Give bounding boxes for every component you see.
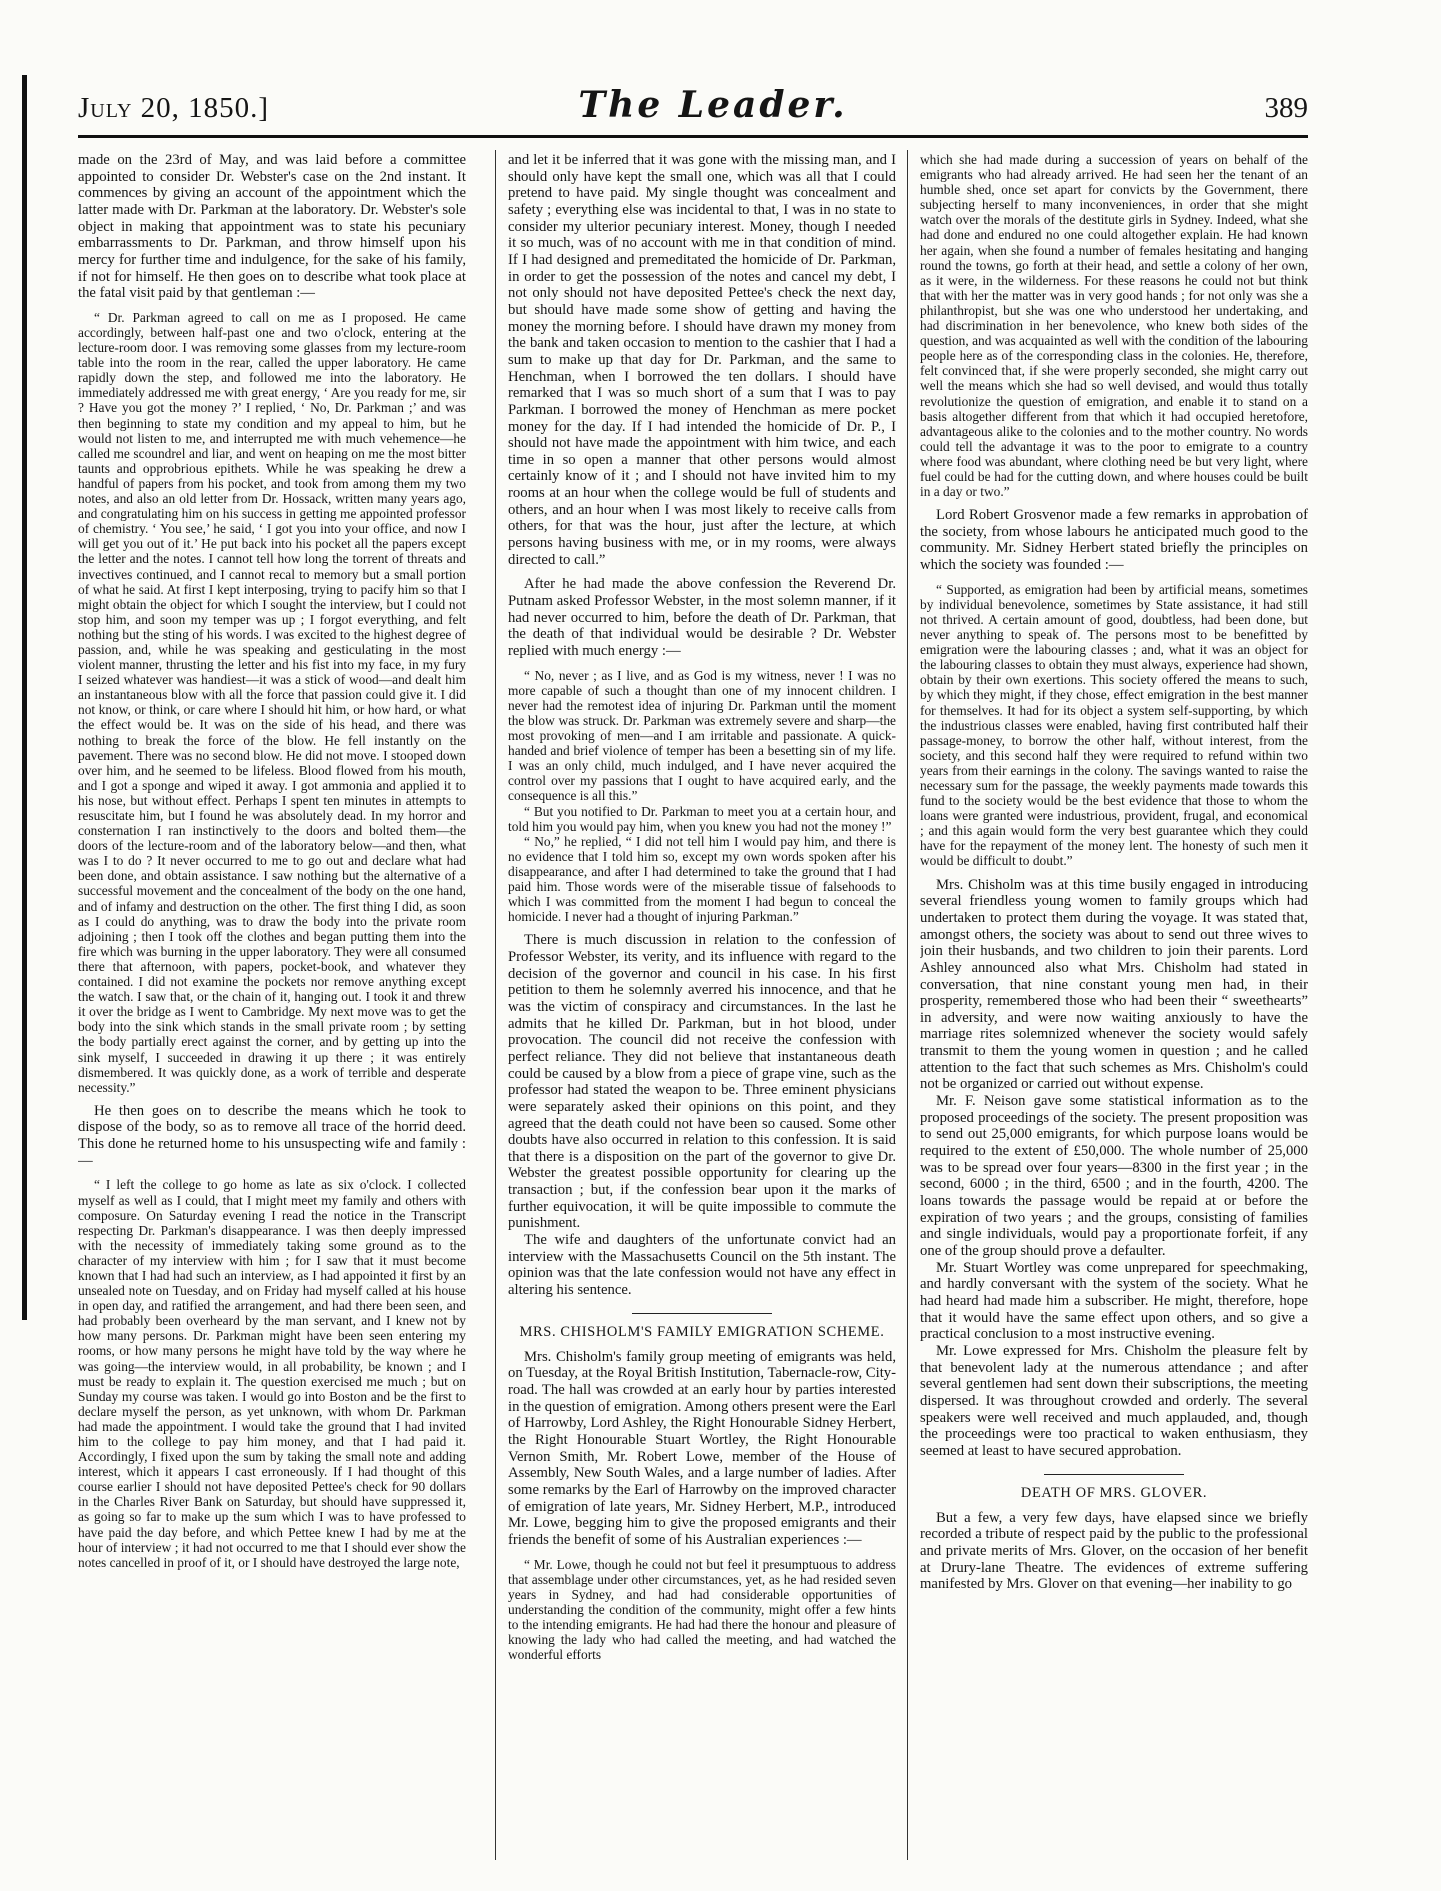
column-2 [508, 152, 896, 1857]
quoted-reply: “ No, never ; as I live, and as God is my witness, never ! I was no more capable of such a thought than one of my innocent children. I never had the remotest idea of injuring Dr. Parkman until the moment the blow was struck. Dr. Parkman was extremely severe and sharp—the most provoking of men—and I am irritable and passionate. A quick-handed and brief violence of temper has been a besetting sin of my life. I was an only child, much indulged, and I have never acquired the control over my passions that I ought to have acquired early, and the consequence is all this.” [508, 667, 896, 804]
section-heading: MRS. CHISHOLM'S FAMILY EMIGRATION SCHEME. [519, 1323, 885, 1340]
paragraph: made on the 23rd of May, and was laid before a committee appointed to consider Dr. Webster's case on the 2nd instant. It commences by giving an account of the appointment which the latter made with Dr. Parkman at the laboratory. Dr. Webster's sole object in making that appointment was to state his pecuniary embarrassments to Dr. Parkman, and throw himself upon his mercy for further time and indulgence, for the sake of his family, if not for himself. He then goes on to describe what took place at the fatal visit paid by that gentleman :— [78, 152, 466, 302]
column-3 [920, 152, 1308, 1857]
quoted-speech: “ Mr. Lowe, though he could not but feel it presumptuous to address that assemblage under other circumstances, yet, as he had resided seven years in Sydney, and had had considerable opportunities of understanding the condition of the community, might offer a few hints to the intending emigrants. He had had there the honour and pleasure of knowing the lady who had called the meeting, and had watched the wonderful efforts [508, 1556, 896, 1663]
paragraph: The wife and daughters of the unfortunate convict had an interview with the Massachusetts Council on the 5th instant. The opinion was that the late confession would not have any effect in altering his sentence. [508, 1232, 896, 1299]
binding-edge-rule [22, 75, 27, 1320]
section-heading: DEATH OF MRS. GLOVER. [1020, 1484, 1208, 1501]
column-divider [495, 150, 496, 1860]
masthead-title: The Leader. [578, 84, 848, 126]
paragraph: Mr. Lowe expressed for Mrs. Chisholm the pleasure felt by that benevolent lady at the numerous attendance ; and after several gentlemen had sent down their subscriptions, the meeting dispersed. It was throughout crowded and orderly. The several speakers were well received and much applauded, and, though the proceedings were too practical to waken enthusiasm, they seemed at least to have secured approbation. [920, 1342, 1308, 1459]
issue-date: July 20, 1850.] [78, 92, 270, 124]
paragraph: Lord Robert Grosvenor made a few remarks in approbation of the society, from whose labours he anticipated much good to the community. Mr. Sidney Herbert stated briefly the principles on which the society was founded :— [920, 507, 1308, 574]
paragraph: Mrs. Chisholm was at this time busily engaged in introducing several friendless young women to family groups which had undertaken to protect them during the voyage. It was stated that, amongst others, the society was about to send out three wives to join their husbands, and two children to join their parents. Lord Ashley announced also what Mrs. Chisholm had stated in conversation, that nine constant young men had, in their prosperity, remembered those who had been their “ sweethearts” in adversity, and were now waiting anxiously to have the marriage rites solemnized whenever the society would safely transmit to them the young women in question ; and he called attention to the fact that such schemes as Mrs. Chisholm's could not be organized or carried out without expense. [920, 876, 1308, 1093]
paragraph: Mr. Stuart Wortley was come unprepared for speechmaking, and hardly conversant with the system of the society. What he had heard had made him a subscriber. He might, therefore, hope that it would have the same effect upon others, and so give a practical conclusion to a most instructive evening. [920, 1259, 1308, 1343]
page-number: 389 [1264, 92, 1308, 124]
section-rule [1044, 1474, 1184, 1475]
column-divider [907, 150, 908, 1860]
section-rule [632, 1313, 772, 1314]
paragraph: Mr. F. Neison gave some statistical information as to the proposed proceedings of the society. The present proposition was to send out 25,000 emigrants, for which purpose loans would be required to the extent of £50,000. The whole number of 25,000 was to be spread over four years—8300 in the first year ; in the second, 6000 ; in the third, 6500 ; and in the fourth, 4200. The loans towards the passage would be repaid at or before the expiration of two years ; and the groups, consisting of families and single individuals, would pay a proportionate forfeit, if any one of the group should prove a defaulter. [920, 1093, 1308, 1259]
quoted-confession: “ I left the college to go home as late as six o'clock. I collected myself as well as I could, that I might meet my family and others with composure. On Saturday evening I read the notice in the Transcript respecting Dr. Parkman's disappearance. I was then deeply impressed with the necessity of immediately taking some ground as to the character of my interview with him ; for I saw that it must become known that I had had such an interview, as I had appointed it first by an unsealed note on Tuesday, and on Friday had myself called at his house in open day, and ratified the arrangement, and had there been seen, and had probably been overheard by the man servant, and I knew not by how many persons. Dr. Parkman might have been seen entering my rooms, or how many persons he might have told by the way where he was going—the interview would, in all probability, be known ; and I must be ready to explain it. The question exercised me much ; but on Sunday my course was taken. I would go into Boston and be the first to declare myself the person, as yet unknown, with whom Dr. Parkman had made the appointment. I would take the ground that I had invited him to the college to pay him money, and that I had paid it. Accordingly, I fixed upon the sum by taking the small note and adding interest, which it appears I cast erroneously. If I had thought of this course earlier I should not have deposited Pettee's check for 90 dollars in the Charles River Bank on Saturday, but should have suppressed it, as going so far to make up the sum which I was to have professed to have paid the day before, and which Pettee knew I had by me at the hour of interview ; it had not occurred to me that I should ever show the notes cancelled in proof of it, or I should have destroyed the large note, [78, 1177, 466, 1570]
paragraph: There is much discussion in relation to the confession of Professor Webster, its verity, and its influence with regard to the decision of the governor and council in his case. In his first petition to them he solemnly averred his innocence, and that he was the victim of conspiracy and circumstances. In the last he admits that he killed Dr. Parkman, but in hot blood, under provocation. The council did not receive the confession with perfect reliance. They did not believe that instantaneous death could be caused by a blow from a piece of grape vine, such as the professor had stated the weapon to be. Three eminent physicians were separately asked their opinions on this point, and they agreed that the death could not have been so caused. Some other doubts have also occurred in relation to this confession. It is said that there is a disposition on the part of the governor to give Dr. Webster the greatest possible opportunity for clearing up the transaction ; but, if the confession bear upon it the marks of further equivocation, it will be quite impossible to commute the punishment. [508, 932, 896, 1232]
paragraph: But a few, a very few days, have elapsed since we briefly recorded a tribute of respect paid by the public to the professional and private merits of Mrs. Glover, on the occasion of her benefit at Drury-lane Theatre. The evidences of extreme suffering manifested by Mrs. Glover on that evening—her inability to go [920, 1509, 1308, 1593]
quoted-confession: “ Dr. Parkman agreed to call on me as I proposed. He came accordingly, between half-past one and two o'clock, entering at the lecture-room door. I was removing some glasses from my lecture-room table into the room in the rear, called the upper laboratory. He came rapidly down the step, and followed me into the laboratory. He immediately addressed me with great energy, ‘ Are you ready for me, sir ? Have you got the money ?’ I replied, ‘ No, Dr. Parkman ;’ and was then beginning to state my condition and my appeal to him, but he would not listen to me, and interrupted me with much vehemence—he called me scoundrel and liar, and went on heaping on me the most bitter taunts and opprobrious epithets. While he was speaking he drew a handful of papers from his pocket, and took from among them my two notes, and also an old letter from Dr. Hossack, written many years ago, and congratulating him on his success in getting me appointed professor of chemistry. ‘ You see,’ he said, ‘ I got you into your office, and now I will get you out of it.’ He put back into his pocket all the papers except the letter and the notes. I cannot tell how long the torrent of threats and invectives continued, and I cannot recal to memory but a small portion of what he said. At first I kept interposing, trying to pacify him so that I might obtain the object for which I sought the interview, but I could not stop him, and soon my temper was up ; I forgot everything, and felt nothing but the sting of his words. I was excited to the highest degree of passion, and, while he was speaking and gesticulating in the most violent manner, thrusting the letter and his fist into my face, in my fury I seized whatever was handiest—it was a stick of wood—and dealt him an instantaneous blow with all the force that passion could give it. I did not know, or think, or care where I should hit him, or how hard, or what the effect would be. It was on the side of his head, and there was nothing to break the force of the blow. He fell instantly on the pavement. There was no second blow. He did not move. I stooped down over him, and he seemed to be lifeless. Blood flowed from his mouth, and I got a sponge and wiped it away. I got ammonia and applied it to his nose, but without effect. Perhaps I spent ten minutes in attempts to resuscitate him, but I found he was absolutely dead. In my horror and consternation I ran instinctively to the doors and bolted them—the doors of the lecture-room and of the laboratory below—and then, what was I to do ? It never occurred to me to go out and declare what had been done, and obtain assistance. I saw nothing but the alternative of a successful movement and the concealment of the body on the one hand, and of infamy and destruction on the other. The first thing I did, as soon as I could do anything, was to draw the body into the private room adjoining ; then I took off the clothes and began putting them into the fire which was burning in the upper laboratory. They were all consumed there that afternoon, with papers, pocket-book, and whatever they contained. I did not examine the pockets nor remove anything except the watch. I saw that, or the chain of it, hanging out. I took it and threw it over the bridge as I went to Cambridge. My next move was to get the body into the sink which stands in the small private room ; by setting the body partially erect against the corner, and by getting up into the sink myself, I succeeded in drawing it up there ; it was entirely dismembered. It was quickly done, as a work of terrible and desperate necessity.” [78, 309, 466, 1095]
column-1 [78, 152, 466, 1857]
paragraph: He then goes on to describe the means which he took to dispose of the body, so as to remove all trace of the horrid deed. This done he returned home to his unsuspecting wife and family :— [78, 1102, 466, 1169]
header-rule [78, 135, 1308, 138]
paragraph: After he had made the above confession the Reverend Dr. Putnam asked Professor Webster, in the most solemn manner, if it had never occurred to him, before the death of Dr. Parkman, that the death of that individual would be desirable ? Dr. Webster replied with much energy :— [508, 576, 896, 660]
quoted-speech: which she had made during a succession of years on behalf of the emigrants who had already arrived. He had seen her the tenant of an humble shed, once set apart for convicts by the Government, there subjecting herself to many inconveniences, in order that she might watch over the morals of the destitute girls in Sydney. Indeed, what she had done and endured no one could altogether explain. He had known her again, when she found a number of females hesitating and hanging round the towns, go forth at their head, and settle a colony of her own, as it were, in the wilderness. For these reasons he could not but think that with her the matter was in very good hands ; for not only was she a philanthropist, but she was one who understood her undertaking, and had discrimination in her benevolence, who knew both sides of the question, and was acquainted as well with the condition of the labouring people here as of the corresponding class in the colonies. He, therefore, felt convinced that, if she were properly seconded, she might carry out well the means which she had so well devised, and would thus totally revolutionize the question of emigration, and enable it to stand on a basis altogether different from that which it had occupied heretofore, advantageous alike to the colonies and to the mother country. No words could tell the advantage it was to the poor to emigrate to a country where food was abundant, where clothing need be but very light, where fuel could be had for the cutting down, and where houses could be built in a day or two.” [920, 152, 1308, 500]
quoted-question: “ But you notified to Dr. Parkman to meet you at a certain hour, and told him you would pay him, when you knew you had not the money !” [508, 803, 896, 834]
page-header [78, 84, 1308, 134]
paragraph: and let it be inferred that it was gone with the missing man, and I should only have kept the small one, which was all that I could pretend to have paid. My single thought was concealment and safety ; everything else was incidental to that, I was in no state to consider my ulterior pecuniary interest. Money, though I needed it so much, was of no account with me in that condition of mind. If I had designed and premeditated the homicide of Dr. Parkman, in order to get the possession of the notes and cancel my debt, I not only should not have deposited Pettee's check the next day, but should have made some show of getting and having the money the morning before. I should have drawn my money from the bank and taken occasion to mention to the cashier that I had a sum to make up that day for Dr. Parkman, and the same to Henchman, when I borrowed the ten dollars. I should have remarked that I was so much short of a sum that I was to pay Parkman. I borrowed the money of Henchman as mere pocket money for the day. If I had intended the homicide of Dr. P., I should not have made the appointment with him twice, and each time in so open a manner that other persons would almost certainly know of it ; and I should not have invited him to my rooms at an hour when the college would be full of students and others, and an hour when I was most likely to receive calls from others, for that was the hour, just after the lecture, at which persons having business with me, or in my rooms, were always directed to call.” [508, 152, 896, 568]
quoted-speech: “ Supported, as emigration had been by artificial means, sometimes by individual benevolence, sometimes by State assistance, it had still not thrived. A certain amount of good, doubtless, had been done, but never anything to speak of. The persons most to be benefitted by emigration were the labouring classes ; and, what it was an object for the labouring classes to obtain they must always, experience had shown, obtain by their own exertions. This society offered the means to such, by which they might, if they chose, effect emigration in the best manner for themselves. It had for its object a system self-supporting, by which the industrious classes were enabled, having first contributed half their passage-money, to borrow the other half, without interest, from the society, and this second half they were required to refund within two years from their earnings in the colony. The savings wanted to raise the necessary sum for the passage, the weekly payments made towards this fund to the society would be the best evidence that those to whom the loans were granted were industrious, provident, frugal, and economical ; and this again would form the very best guarantee which they could have for the repayment of the money lent. The honesty of such men it would be difficult to doubt.” [920, 581, 1308, 869]
quoted-reply: “ No,” he replied, “ I did not tell him I would pay him, and there is no evidence that I told him so, except my own words spoken after his disappearance, and after I had determined to take the ground that I had paid him. Those words were of the miserable tissue of falsehoods to which I was committed from the moment I had begun to conceal the homicide. I never had a thought of injuring Parkman.” [508, 833, 896, 925]
paragraph: Mrs. Chisholm's family group meeting of emigrants was held, on Tuesday, at the Royal British Institution, Tabernacle-row, City-road. The hall was crowded at an early hour by parties interested in the question of emigration. Among others present were the Earl of Harrowby, Lord Ashley, the Right Honourable Sidney Herbert, the Right Honourable Stuart Wortley, the Right Honourable Vernon Smith, Mr. Robert Lowe, member of the House of Assembly, New South Wales, and a large number of ladies. After some remarks by the Earl of Harrowby on the improved character of emigration of late years, Mr. Sidney Herbert, M.P., introduced Mr. Lowe, begging him to give the proposed emigrants and their friends the benefit of some of his Australian experiences :— [508, 1348, 896, 1548]
